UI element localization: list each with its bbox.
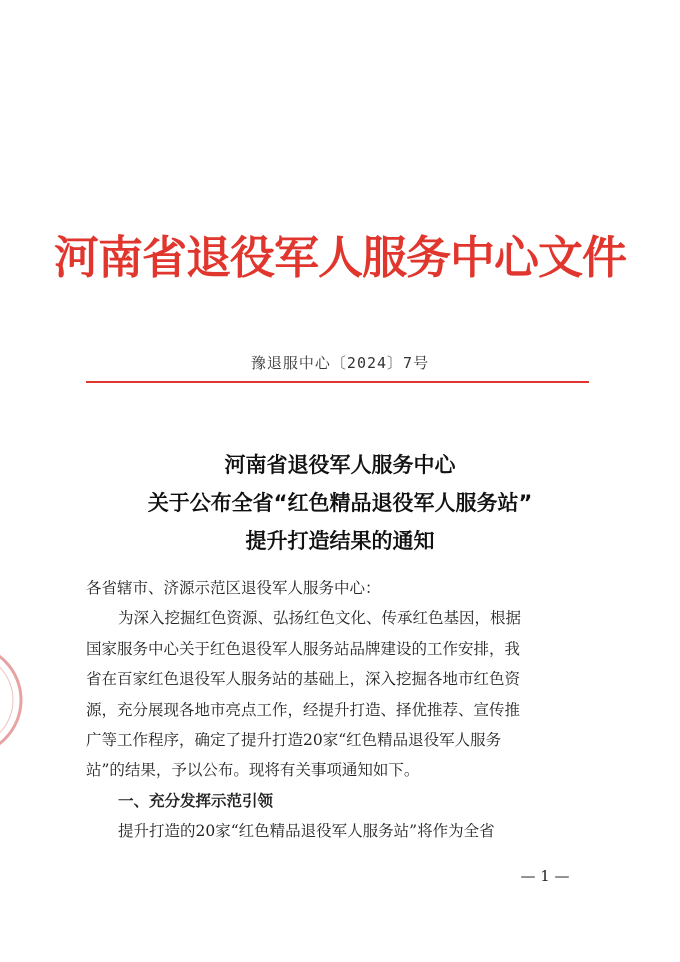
org-header-title: 河南省退役军人服务中心文件 (53, 231, 626, 284)
section-first-line: 提升打造的20家“红色精品退役军人服务站”将作为全省 (118, 822, 495, 841)
paragraph-line-3: 省在百家红色退役军人服务站的基础上，深入挖掘各地市红色资 (86, 670, 521, 689)
seal-stamp-icon (0, 640, 26, 760)
paragraph-line-6: 站”的结果，予以公布。现将有关事项通知如下。 (86, 761, 420, 780)
red-divider-line (86, 381, 589, 383)
title-line-1: 河南省退役军人服务中心 (224, 453, 456, 477)
title-line-3: 提升打造结果的通知 (245, 529, 435, 553)
title-line-2: 关于公布全省“红色精品退役军人服务站” (147, 491, 533, 515)
paragraph-line-5: 广等工作程序，确定了提升打造20家“红色精品退役军人服务 (86, 731, 502, 750)
section-heading: 一、充分发挥示范引领 (118, 791, 274, 810)
notice-title (0, 446, 680, 560)
seal-stamp-edge (0, 640, 26, 760)
body-text (86, 573, 594, 847)
addressee: 各省辖市、济源示范区退役军人服务中心： (86, 579, 381, 597)
document-number: 豫退服中心〔2024〕7号 (250, 354, 430, 372)
page-number: — 1 — (520, 867, 570, 885)
paragraph-line-2: 国家服务中心关于红色退役军人服务站品牌建设的工作安排，我 (86, 639, 521, 658)
paragraph-line-1: 为深入挖掘红色资源、弘扬红色文化、传承红色基因，根据 (118, 609, 522, 628)
paragraph-line-4: 源，充分展现各地市亮点工作，经提升打造、择优推荐、宣传推 (86, 700, 521, 719)
